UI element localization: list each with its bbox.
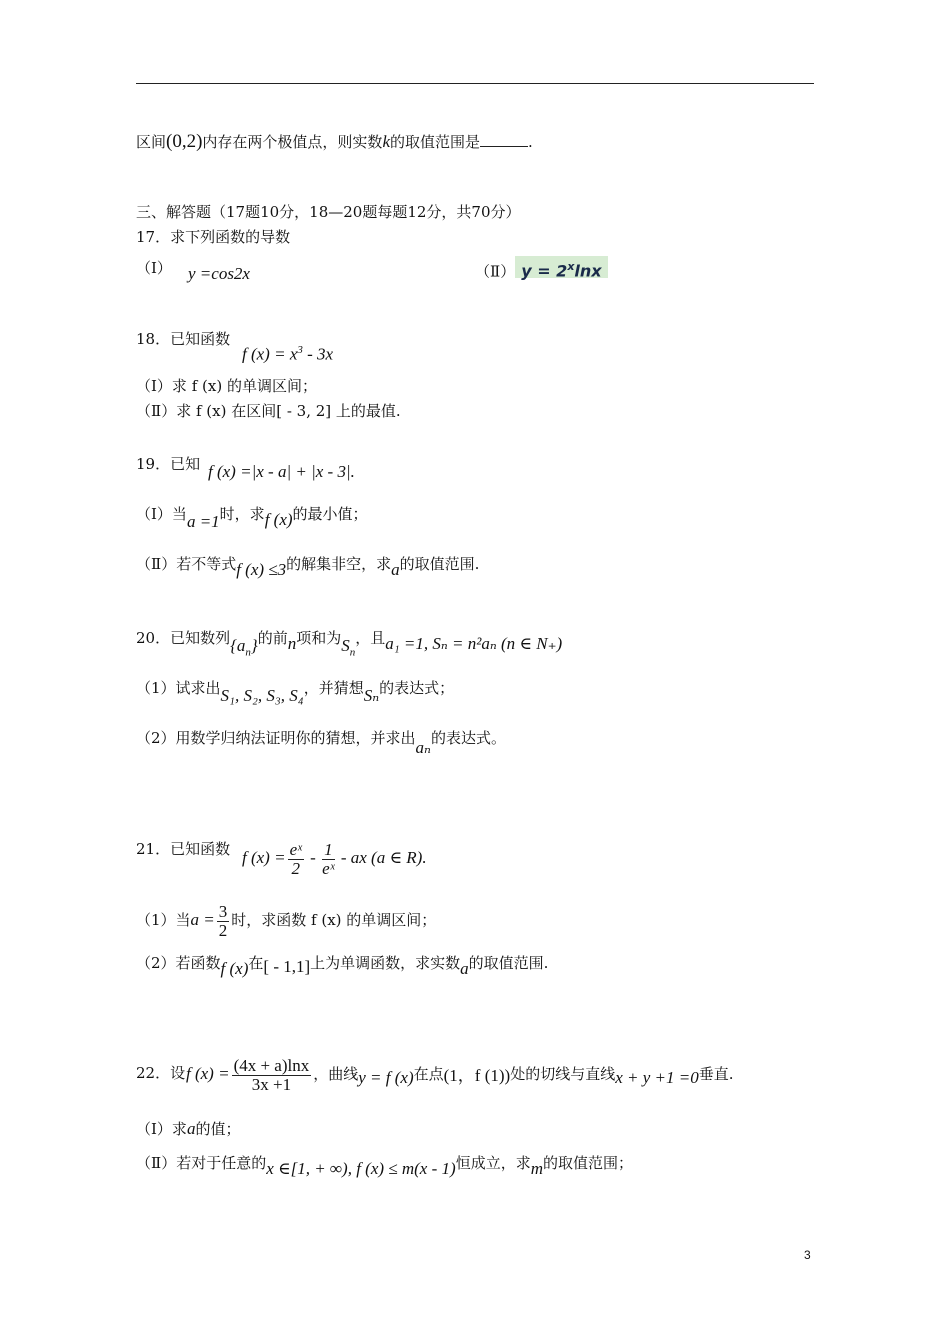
q20-part1: （1）试求出S₁, S₂, S₃, S₄，并猜想Sₙ的表达式； xyxy=(136,679,455,705)
q17-part1: （Ⅰ） xyxy=(136,259,172,277)
header-rule xyxy=(136,83,814,84)
q21-func: f (x) = $\frac{\text{eˣ}}{2}$ - $\frac{1}{\text{eˣ}}$ - ax (a ∈ R). xyxy=(242,839,427,878)
answer-blank xyxy=(480,132,528,147)
q18-part1: （Ⅰ）求 f (x) 的单调区间； xyxy=(136,377,317,395)
q22-part1: （Ⅰ）求a的值； xyxy=(136,1119,241,1138)
q18-title: 18．已知函数 xyxy=(136,330,231,348)
q17-part2-expr: $y = 2^x\ln x$ xyxy=(515,256,607,278)
q19-func: f (x) =|x - a| + |x - 3|. xyxy=(208,462,355,481)
carryover-line: 区间(0,2)内存在两个极值点，则实数k的取值范围是 . xyxy=(136,131,533,152)
q19-title: 19．已知 xyxy=(136,455,201,473)
section-heading: 三、解答题（17题10分，18—20题每题12分，共70分） xyxy=(136,203,521,221)
q22-func: f (x) = $\frac{(4x + a)\ln x}{3x +1}$ ，曲线y = f (x)在点(1，f (1))处的切线与直线x + y +1 =0垂直. xyxy=(186,1055,734,1094)
q21-part2: （2）若函数f (x)在[ - 1,1]上为单调函数，求实数a的取值范围. xyxy=(136,954,549,978)
page-number: 3 xyxy=(804,1248,811,1262)
q17-title: 17．求下列函数的导数 xyxy=(136,228,291,246)
q17-part1-expr: y =cos2x xyxy=(188,264,250,283)
q20-part2: （2）用数学归纳法证明你的猜想，并求出aₙ的表达式。 xyxy=(136,729,506,757)
q17-part2: （Ⅱ） $y = 2^x\ln x$ xyxy=(475,256,608,282)
q19-part1: （Ⅰ）当a =1时，求f (x)的最小值； xyxy=(136,505,368,531)
q21-title: 21．已知函数 xyxy=(136,840,231,858)
q18-func: f $(x) = x^3 - 3x$ xyxy=(242,344,334,364)
q19-part2: （Ⅱ）若不等式f (x) ≤3的解集非空，求a的取值范围. xyxy=(136,555,480,579)
q20-title: 20．已知数列$\{a_n\}$的前n项和为$S_n$，且a₁ =1, Sₙ = n²aₙ (n ∈ N₊) xyxy=(136,629,563,659)
q21-part1: （1）当a = $\frac{3}{2}$ 时，求函数 f (x) 的单调区间； xyxy=(136,901,437,940)
q22-part2: （Ⅱ）若对于任意的x ∈[1, + ∞), f (x) ≤ m(x - 1)恒成立，求m的取值范围； xyxy=(136,1154,633,1178)
q22-title: 22．设 xyxy=(136,1064,186,1082)
q18-part2: （Ⅱ）求 f (x) 在区间[ - 3, 2] 上的最值. xyxy=(136,402,401,420)
